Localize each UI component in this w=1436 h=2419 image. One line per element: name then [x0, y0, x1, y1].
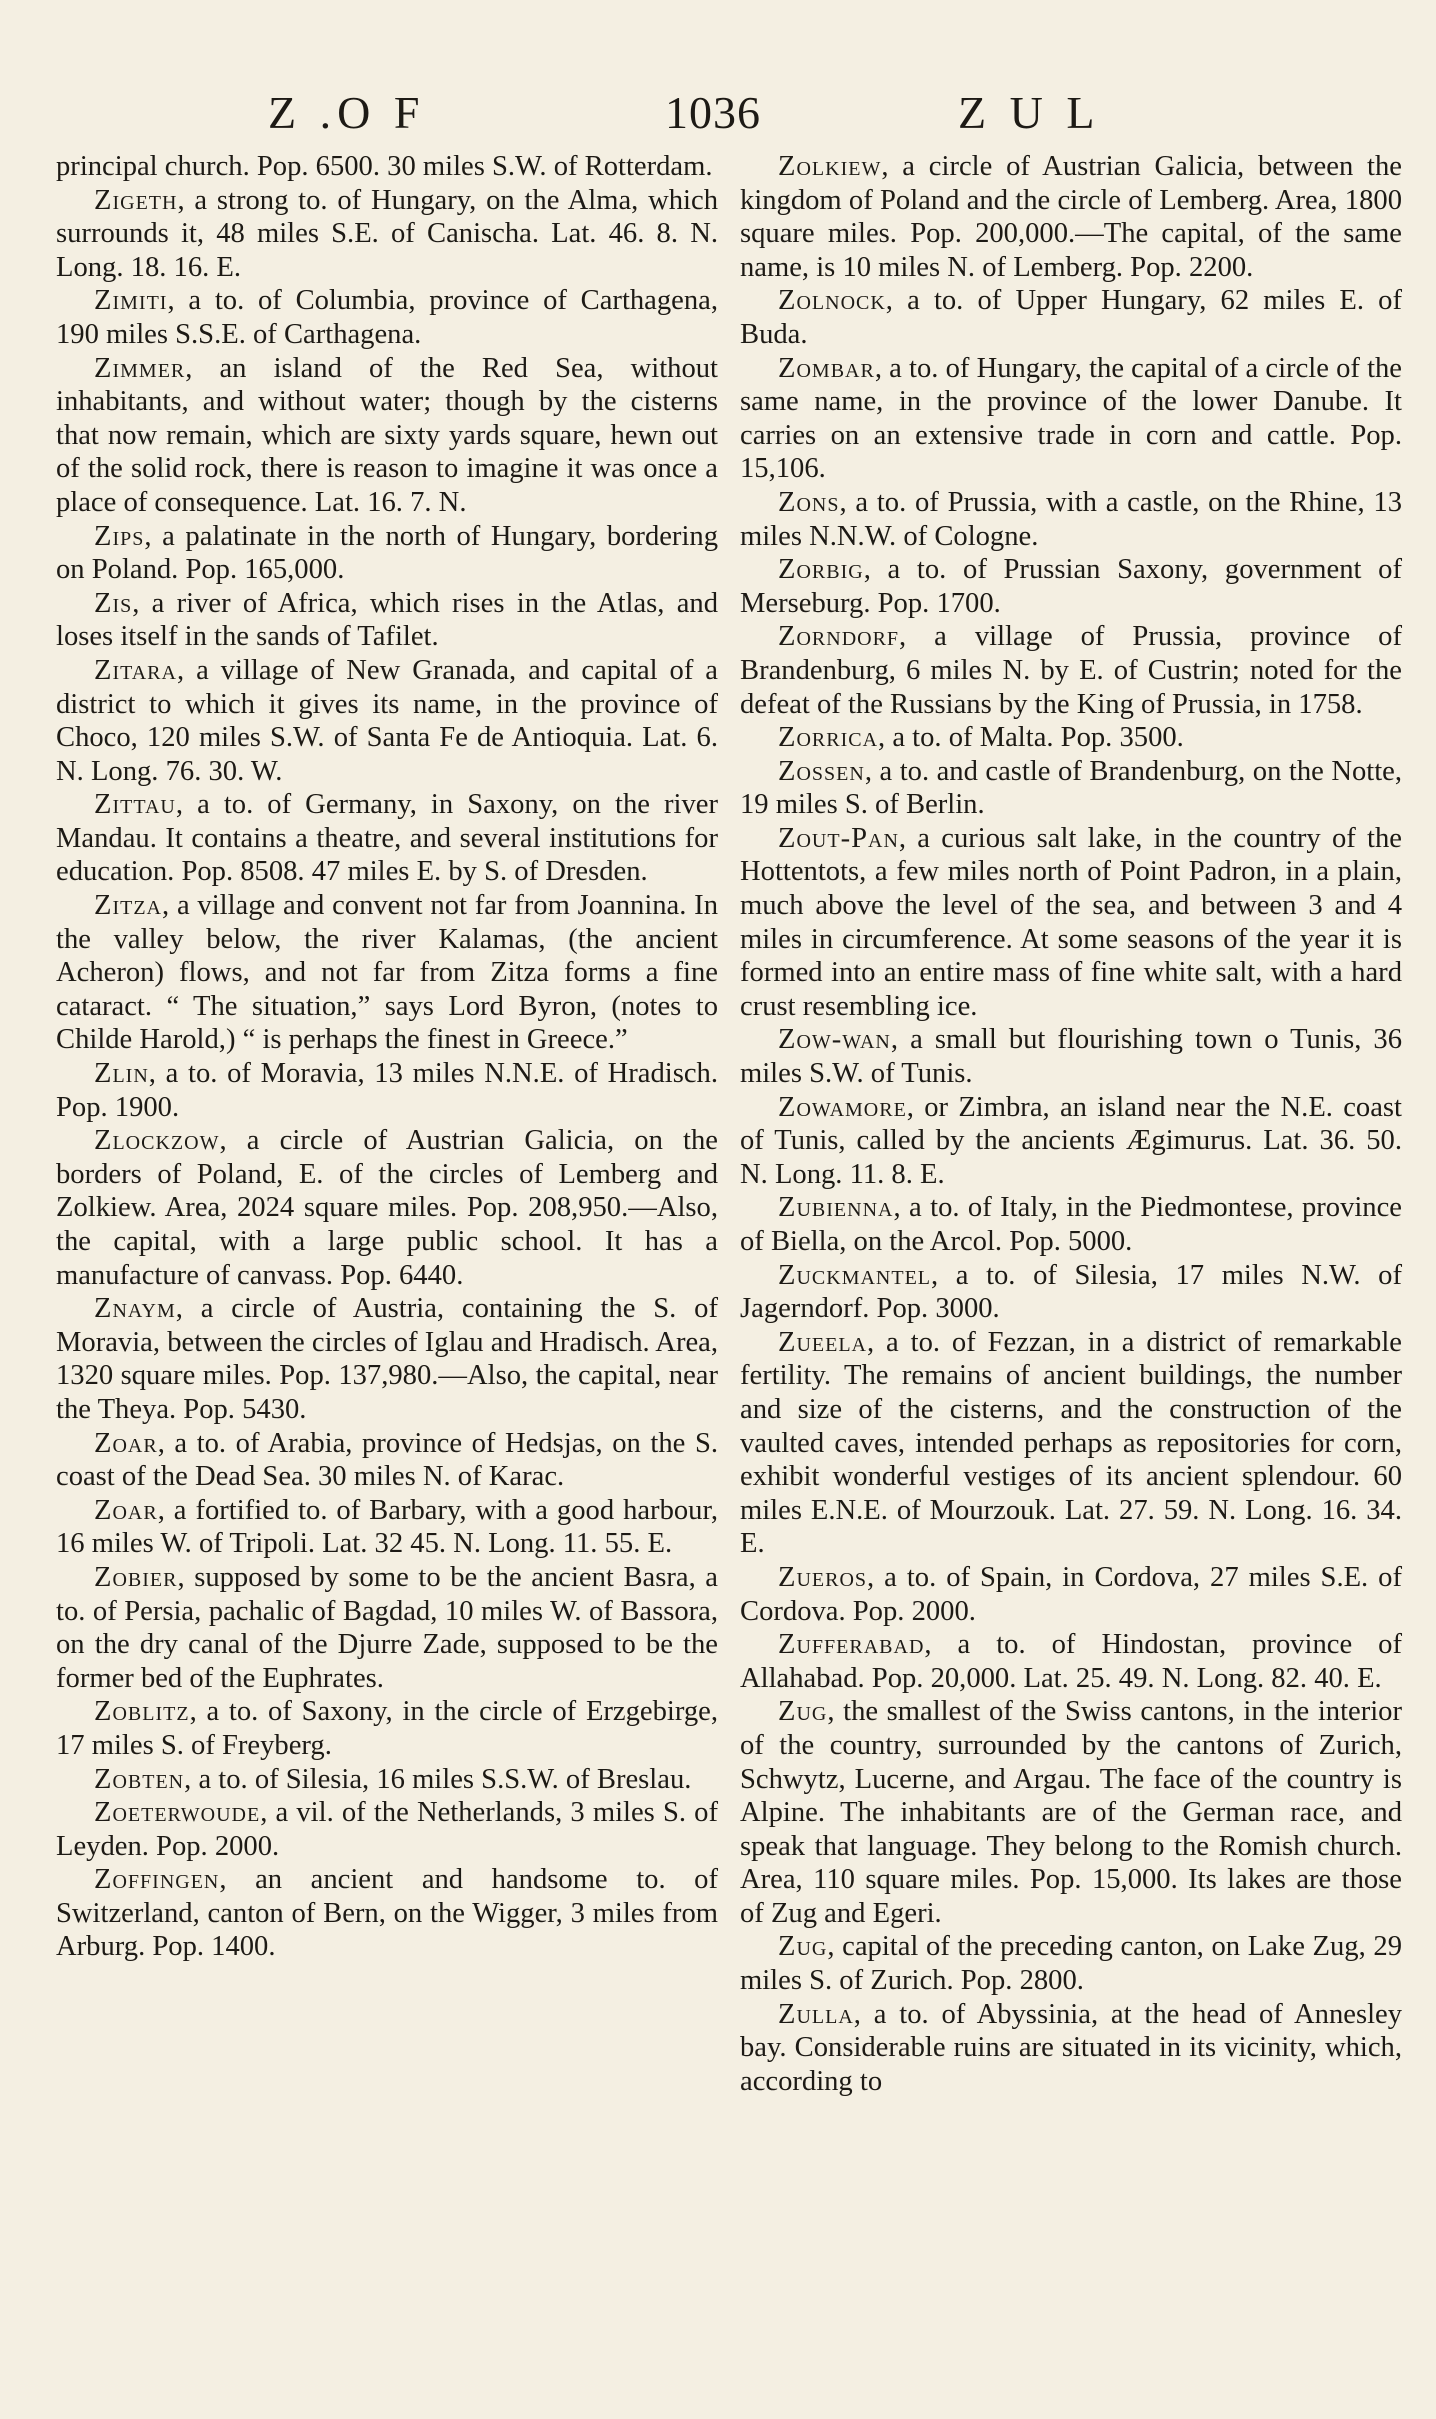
gazetteer-entry [56, 150, 718, 184]
entry-text: , a circle of Austrian Galicia, on the borders of Poland, E. of the circles of Lemberg and Zolkiew. Area, 2024 square miles. Pop. 208,950.—Also, the capital, with a large public school. It has a manufacture of canvass. Pop. 6440. [56, 1125, 718, 1291]
gazetteer-entry [56, 587, 718, 654]
gazetteer-entry [740, 620, 1402, 721]
entry-text: , a to. of Silesia, 16 miles S.S.W. of Breslau. [184, 1763, 692, 1795]
entry-text: , a to. and castle of Brandenburg, on the Notte, 19 miles S. of Berlin. [740, 755, 1402, 821]
entry-text: , an ancient and handsome to. of Switzerland, canton of Bern, on the Wigger, 3 miles from Arburg. Pop. 1400. [56, 1864, 718, 1963]
entry-text: , a curious salt lake, in the country of the Hottentots, a few miles north of Point Padron, in a plain, much above the level of the sea, and between 3 and 4 miles in circumference. At some seasons of the year it is formed into an entire mass of fine white salt, with a hard crust resembling ice. [740, 822, 1402, 1022]
entry-headword: Zolnock [778, 285, 886, 317]
entry-text: , a to. of Saxony, in the circle of Erzgebirge, 17 miles S. of Freyberg. [56, 1696, 718, 1761]
entry-headword: Zulla [778, 1998, 854, 2030]
gazetteer-entry [56, 654, 718, 788]
entry-headword: Zug [778, 1696, 828, 1728]
entry-headword: Zoblitz [94, 1696, 190, 1728]
entry-text: , a to. of Germany, in Saxony, on the river Mandau. It contains a theatre, and several institutions for education. Pop. 8508. 47 miles E. by S. of Dresden. [56, 789, 718, 888]
entry-text: , a circle of Austrian Galicia, between the kingdom of Poland and the circle of Lemberg. Area, 1800 square miles. Pop. 200,000.—The capital, of the same name, is 10 miles N. of Lemberg. Pop. 2200. [740, 151, 1402, 283]
gazetteer-entry [56, 788, 718, 889]
entry-text: , a circle of Austria, containing the S. of Moravia, between the circles of Iglau and Hradisch. Area, 1320 square miles. Pop. 137,980.—Also, the capital, near the Theya. Pop. 5430. [56, 1293, 718, 1425]
entry-text: , a fortified to. of Barbary, with a good harbour, 16 miles W. of Tripoli. Lat. 32 45. N. Long. 11. 55. E. [56, 1494, 718, 1560]
gazetteer-entry [56, 520, 718, 587]
gazetteer-entry [740, 1326, 1402, 1561]
entry-text: , a small but flourishing town o Tunis, 36 miles S.W. of Tunis. [740, 1024, 1402, 1090]
gazetteer-entry [740, 1628, 1402, 1695]
entry-headword: Zueela [778, 1326, 868, 1358]
entry-headword: Zlin [94, 1058, 149, 1090]
page-header [0, 86, 1436, 146]
gazetteer-entry [56, 1494, 718, 1561]
gazetteer-entry [56, 1695, 718, 1762]
gazetteer-entry [740, 1695, 1402, 1930]
entry-headword: Zips [94, 520, 145, 552]
entry-headword: Zoar [94, 1494, 158, 1526]
entry-headword: Zolkiew [778, 151, 882, 182]
entry-text: , a to. of Moravia, 13 miles N.N.E. of Hradisch. Pop. 1900. [56, 1058, 718, 1123]
entry-headword: Zittau [94, 789, 176, 821]
entry-text: , a to. of Silesia, 17 miles N.W. of Jagerndorf. Pop. 3000. [740, 1259, 1402, 1325]
entry-headword: Znaym [94, 1293, 176, 1325]
gazetteer-entry [56, 1292, 718, 1426]
entry-headword: Zitara [94, 654, 177, 686]
entry-text: , a to. of Spain, in Cordova, 27 miles S.E. of Cordova. Pop. 2000. [740, 1561, 1402, 1627]
entry-text: , a to. of Fezzan, in a district of remarkable fertility. The remains of ancient buildings, the number and size of the cisterns, and the construction of the vaulted caves, intended perhaps as repositories for corn, exhibit wonderful vestiges of its ancient splendour. 60 miles E.N.E. of Mourzouk. Lat. 27. 59. N. Long. 16. 34. E. [740, 1326, 1402, 1560]
gazetteer-entry [56, 1057, 718, 1124]
entry-headword: Zimiti [94, 285, 168, 317]
gazetteer-entry [740, 486, 1402, 553]
entry-headword: Zimmer [94, 352, 186, 384]
entry-text: , a to. of Hungary, the capital of a circle of the same name, in the province of the lower Danube. It carries on an extensive trade in corn and cattle. Pop. 15,106. [740, 352, 1402, 485]
entry-headword: Zout-Pan [778, 822, 899, 854]
entry-text: , the smallest of the Swiss cantons, in the interior of the country, surrounded by the cantons of Zurich, Schwytz, Lucerne, and Argau. The face of the country is Alpine. The inhabitants are of the German race, and speak that language. They belong to the Romish church. Area, 110 square miles. Pop. 15,000. Its lakes are those of Zug and Egeri. [740, 1696, 1402, 1929]
gazetteer-entry [740, 822, 1402, 1024]
entry-text: , a to. of Hindostan, province of Allahabad. Pop. 20,000. Lat. 25. 49. N. Long. 82. 40. E. [740, 1629, 1402, 1694]
gazetteer-entry [56, 1763, 718, 1797]
entry-text: , a to. of Prussia, with a castle, on the Rhine, 13 miles N.N.W. of Cologne. [740, 486, 1402, 552]
gazetteer-entry [740, 1930, 1402, 1997]
entry-headword: Zobten [94, 1763, 185, 1795]
entry-headword: Zuckmantel [778, 1259, 932, 1291]
gazetteer-entry [740, 553, 1402, 620]
entry-headword: Zug [778, 1931, 828, 1963]
entry-headword: Zubienna [778, 1192, 894, 1224]
entry-text: , a village and convent not far from Joannina. In the valley below, the river Kalamas, (the ancient Acheron) flows, and not far from Zitza forms a fine cataract. “ The situation,” says Lord Byron, (notes to Childe Harold,) “ is perhaps the finest in Greece.” [56, 890, 718, 1056]
right-running-head: Z U L [958, 87, 1101, 138]
gazetteer-entry [56, 1561, 718, 1695]
gazetteer-entry [740, 1191, 1402, 1258]
entry-text: , a to. of Prussian Saxony, government of Merseburg. Pop. 1700. [740, 554, 1402, 619]
entry-headword: Zlockzow [94, 1125, 220, 1157]
gazetteer-entry [56, 184, 718, 285]
entry-headword: Zorndorf [778, 621, 900, 653]
entry-text: , a village of Prussia, province of Brandenburg, 6 miles N. by E. of Custrin; noted for the defeat of the Russians by the King of Prussia, in 1758. [740, 621, 1402, 720]
gazetteer-entry [56, 352, 718, 520]
left-column [56, 150, 718, 1964]
gazetteer-entry [56, 1863, 718, 1964]
entry-headword: Zorbig [778, 554, 864, 586]
entry-text: , supposed by some to be the ancient Basra, a to. of Persia, pachalic of Bagdad, 10 miles W. of Bassora, on the dry canal of the Djurre Zade, supposed to be the former bed of the Euphrates. [56, 1561, 718, 1694]
gazetteer-entry [740, 1091, 1402, 1192]
entry-text: , a to. of Arabia, province of Hedsjas, on the S. coast of the Dead Sea. 30 miles N. of Karac. [56, 1427, 718, 1493]
entry-headword: Zons [778, 486, 840, 518]
entry-text: , a palatinate in the north of Hungary, bordering on Poland. Pop. 165,000. [56, 520, 718, 586]
entry-text: , capital of the preceding canton, on Lake Zug, 29 miles S. of Zurich. Pop. 2800. [740, 1931, 1402, 1997]
entry-headword: Zowamore [778, 1091, 907, 1123]
entry-headword: Zoeterwoude [94, 1797, 261, 1829]
gazetteer-entry [740, 150, 1402, 284]
entry-text: , a to. of Columbia, province of Carthagena, 190 miles S.S.E. of Carthagena. [56, 285, 718, 350]
gazetteer-entry [56, 1796, 718, 1863]
entry-text: , a to. of Upper Hungary, 62 miles E. of Buda. [740, 285, 1402, 350]
gazetteer-entry [56, 1124, 718, 1292]
gazetteer-entry [740, 1998, 1402, 2099]
entry-headword: Zombar [778, 352, 875, 384]
entry-headword: Zitza [94, 890, 163, 922]
gazetteer-entry [740, 721, 1402, 755]
entry-text: , an island of the Red Sea, without inhabitants, and without water; though by the cisterns that now remain, which are sixty yards square, hewn out of the solid rock, there is reason to imagine it was once a place of consequence. Lat. 16. 7. N. [56, 352, 718, 518]
entry-headword: Zobier [94, 1561, 178, 1593]
entry-text: , a to. of Malta. Pop. 3500. [878, 722, 1184, 754]
entry-text: principal church. Pop. 6500. 30 miles S.W. of Rotterdam. [56, 151, 713, 182]
entry-headword: Zis [94, 587, 133, 619]
entry-text: , a river of Africa, which rises in the Atlas, and loses itself in the sands of Tafilet. [56, 587, 718, 653]
entry-text: , a vil. of the Netherlands, 3 miles S. of Leyden. Pop. 2000. [56, 1797, 718, 1862]
entry-text: , a to. of Italy, in the Piedmontese, province of Biella, on the Arcol. Pop. 5000. [740, 1192, 1402, 1257]
gazetteer-entry [740, 1023, 1402, 1090]
entry-headword: Zorrica [778, 722, 879, 754]
gazetteer-entry [56, 1427, 718, 1494]
gazetteer-entry [740, 1259, 1402, 1326]
gazetteer-entry [56, 284, 718, 351]
gazetteer-entry [740, 755, 1402, 822]
entry-headword: Zueros [778, 1561, 868, 1593]
gazetteer-entry [740, 1561, 1402, 1628]
right-column [740, 150, 1402, 2098]
entry-text: , or Zimbra, an island near the N.E. coast of Tunis, called by the ancients Ægimurus. Lat. 36. 50. N. Long. 11. 8. E. [740, 1091, 1402, 1190]
entry-headword: Zow-wan [778, 1024, 891, 1056]
gazetteer-entry [740, 284, 1402, 351]
entry-headword: Zufferabad [778, 1629, 925, 1661]
page-number: 1036 [665, 87, 761, 138]
gazetteer-entry [740, 352, 1402, 486]
entry-headword: Zossen [778, 755, 865, 787]
entry-headword: Zoar [94, 1427, 158, 1459]
entry-text: , a to. of Abyssinia, at the head of Annesley bay. Considerable ruins are situated in its vicinity, which, according to [740, 1998, 1402, 2097]
gazetteer-entry [56, 889, 718, 1057]
entry-headword: Zoffingen [94, 1864, 220, 1896]
entry-text: , a strong to. of Hungary, on the Alma, which surrounds it, 48 miles S.E. of Canischa. Lat. 46. 8. N. Long. 18. 16. E. [56, 184, 718, 283]
entry-text: , a village of New Granada, and capital of a district to which it gives its name, in the province of Choco, 120 miles S.W. of Santa Fe de Antioquia. Lat. 6. N. Long. 76. 30. W. [56, 654, 718, 787]
entry-headword: Zigeth [94, 184, 178, 216]
left-running-head: Z .O F [268, 87, 426, 138]
